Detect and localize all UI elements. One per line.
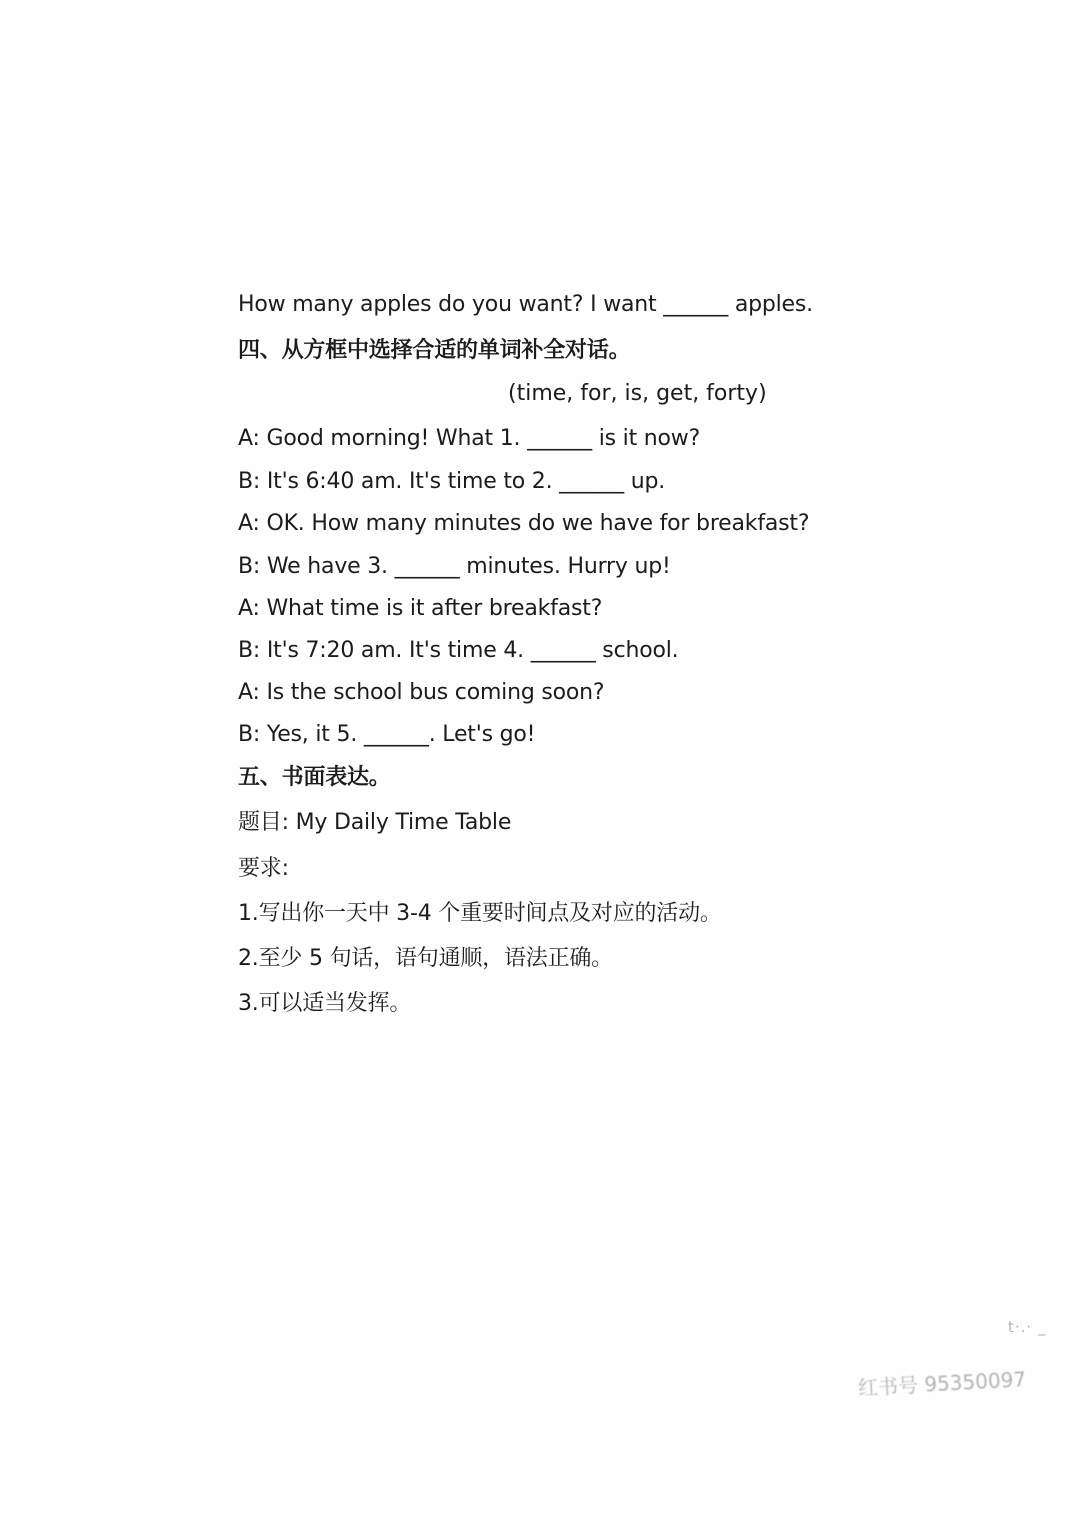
requirements-label: 要求: — [238, 856, 289, 881]
section-four-title: 四、从方框中选择合适的单词补全对话。 — [238, 338, 631, 363]
requirement-2: 2.至少 5 句话，语句通顺，语法正确。 — [238, 946, 613, 971]
requirement-3: 3.可以适当发挥。 — [238, 991, 412, 1016]
apples-question: How many apples do you want? I want ______ apples. — [238, 292, 813, 317]
word-choices: (time, for, is, get, forty) — [508, 381, 767, 406]
writing-topic: 题目: My Daily Time Table — [238, 810, 512, 835]
dialogue-line-7: A: Is the school bus coming soon? — [238, 680, 605, 705]
dialogue-line-3: A: OK. How many minutes do we have for breakfast? — [238, 511, 810, 536]
dialogue-line-6: B: It's 7:20 am. It's time 4. ______ school. — [238, 638, 679, 663]
watermark-logo: t·.· _ — [1008, 1318, 1047, 1336]
dialogue-line-1: A: Good morning! What 1. ______ is it now? — [238, 426, 701, 451]
dialogue-line-4: B: We have 3. ______ minutes. Hurry up! — [238, 554, 671, 579]
section-five-title: 五、书面表达。 — [238, 765, 391, 790]
watermark-id: 红书号 95350097 — [857, 1367, 1027, 1400]
dialogue-line-2: B: It's 6:40 am. It's time to 2. ______ up. — [238, 469, 666, 494]
dialogue-line-5: A: What time is it after breakfast? — [238, 596, 603, 621]
requirement-1: 1.写出你一天中 3-4 个重要时间点及对应的活动。 — [238, 901, 722, 926]
dialogue-line-8: B: Yes, it 5. ______. Let's go! — [238, 722, 536, 747]
